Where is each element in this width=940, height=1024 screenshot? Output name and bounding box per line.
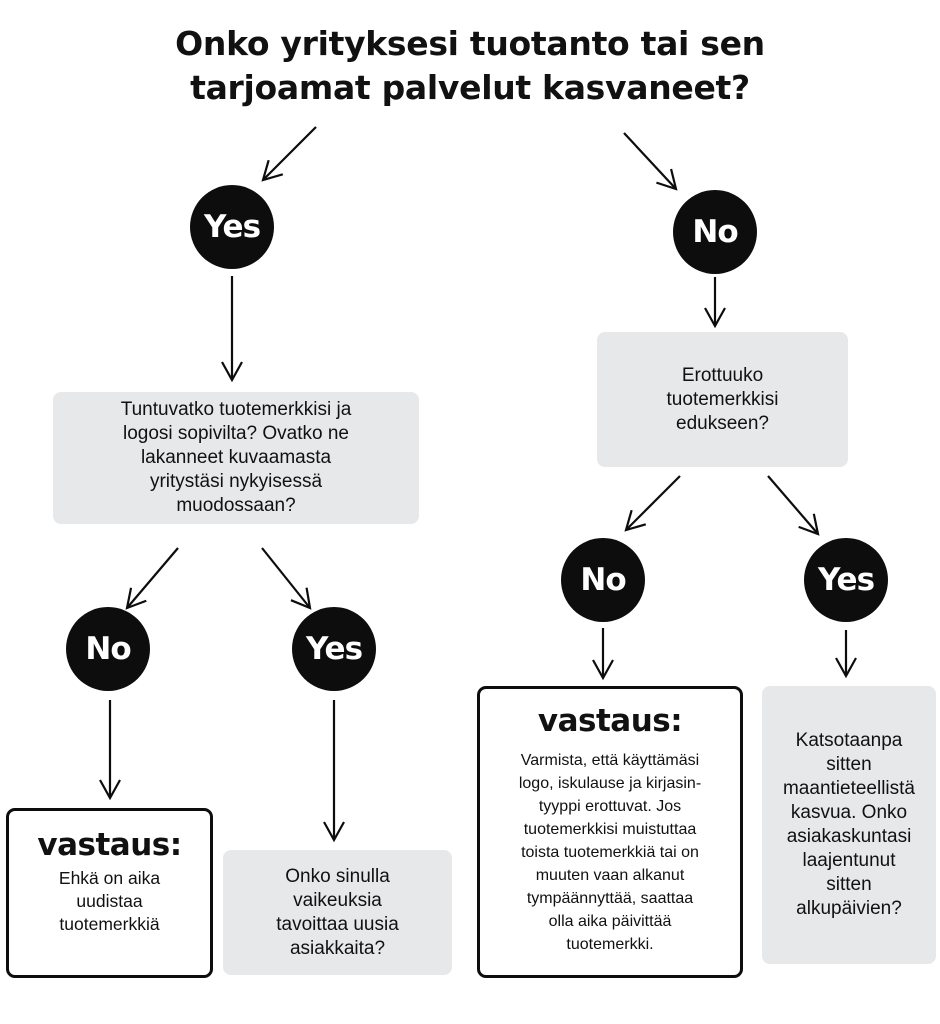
question-brand-stands-out — [597, 332, 848, 467]
question-brand-fit-text — [121, 398, 352, 518]
title-line-2: tarjoamat palvelut kasvaneet? — [190, 68, 750, 107]
text-line: tuotemerkki. — [566, 936, 654, 953]
text-line: sitten — [826, 754, 872, 775]
title-line-1: Onko yrityksesi tuotanto tai sen — [175, 24, 765, 63]
yes-node-right: Yes — [804, 538, 888, 622]
yes-node-left: Yes — [292, 607, 376, 691]
text-line: uudistaa — [76, 891, 143, 911]
text-line: yritystäsi nykyisessä — [149, 471, 323, 492]
text-line: lakanneet kuvaamasta — [140, 447, 332, 468]
text-line: tympäännyttää, saattaa — [526, 890, 694, 907]
answer-heading: vastaus: — [537, 703, 683, 739]
text-line: asiakaskuntasi — [786, 826, 912, 847]
text-line: toista tuotemerkkiä tai on — [521, 844, 699, 861]
arrow-left-question-to-no — [127, 548, 178, 608]
text-line: Varmista, että käyttämäsi — [520, 752, 700, 769]
text-line: Tuntuvatko tuotemerkkisi ja — [120, 399, 352, 420]
arrow-left-question-to-yes — [262, 548, 310, 608]
question-new-customers — [223, 850, 452, 975]
text-line: tuotemerkkisi muistuttaa — [523, 821, 697, 838]
no-node-top: No — [673, 190, 757, 274]
text-line: tyyppi erottuvat. Jos — [538, 798, 682, 815]
no-node-left: No — [66, 607, 150, 691]
text-line: tavoittaa uusia — [276, 913, 399, 935]
question-geographic-growth — [762, 686, 936, 964]
text-line: maantieteellistä — [782, 778, 916, 799]
text-line: muodossaan? — [176, 495, 296, 516]
text-line: edukseen? — [676, 412, 769, 434]
question-brand-stands-out-text — [667, 364, 779, 436]
text-line: tuotemerkkisi — [666, 388, 779, 410]
text-line: logo, iskulause ja kirjasin- — [518, 775, 702, 792]
text-line: alkupäivien? — [796, 898, 902, 919]
question-geographic-growth-text — [783, 729, 915, 921]
question-brand-fit — [53, 392, 419, 524]
text-line: Katsotaanpa — [795, 730, 903, 751]
arrow-right-question-to-yes — [768, 476, 818, 534]
no-node-right: No — [561, 538, 645, 622]
text-line: olla aika päivittää — [548, 913, 672, 930]
arrow-title-to-no — [624, 133, 676, 189]
text-line: Ehkä on aika — [58, 868, 161, 888]
text-line: kasvua. Onko — [790, 802, 908, 823]
text-line: muuten vaan alkanut — [535, 867, 685, 884]
text-line: tuotemerkkiä — [59, 914, 160, 934]
answer-box-left — [6, 808, 213, 978]
answer-heading: vastaus: — [37, 827, 182, 863]
yes-node-top: Yes — [190, 185, 274, 269]
arrow-right-question-to-no — [626, 476, 680, 530]
answer-box-right — [477, 686, 743, 978]
text-line: sitten — [826, 874, 872, 895]
text-line: logosi sopivilta? Ovatko ne — [122, 423, 349, 444]
text-line: asiakkaita? — [289, 937, 386, 959]
arrow-title-to-yes — [263, 127, 316, 180]
text-line: Onko sinulla — [285, 865, 390, 887]
question-new-customers-text — [276, 865, 399, 961]
text-line: vaikeuksia — [293, 889, 382, 911]
text-line: laajentunut — [802, 850, 896, 871]
text-line: Erottuuko — [681, 364, 764, 386]
